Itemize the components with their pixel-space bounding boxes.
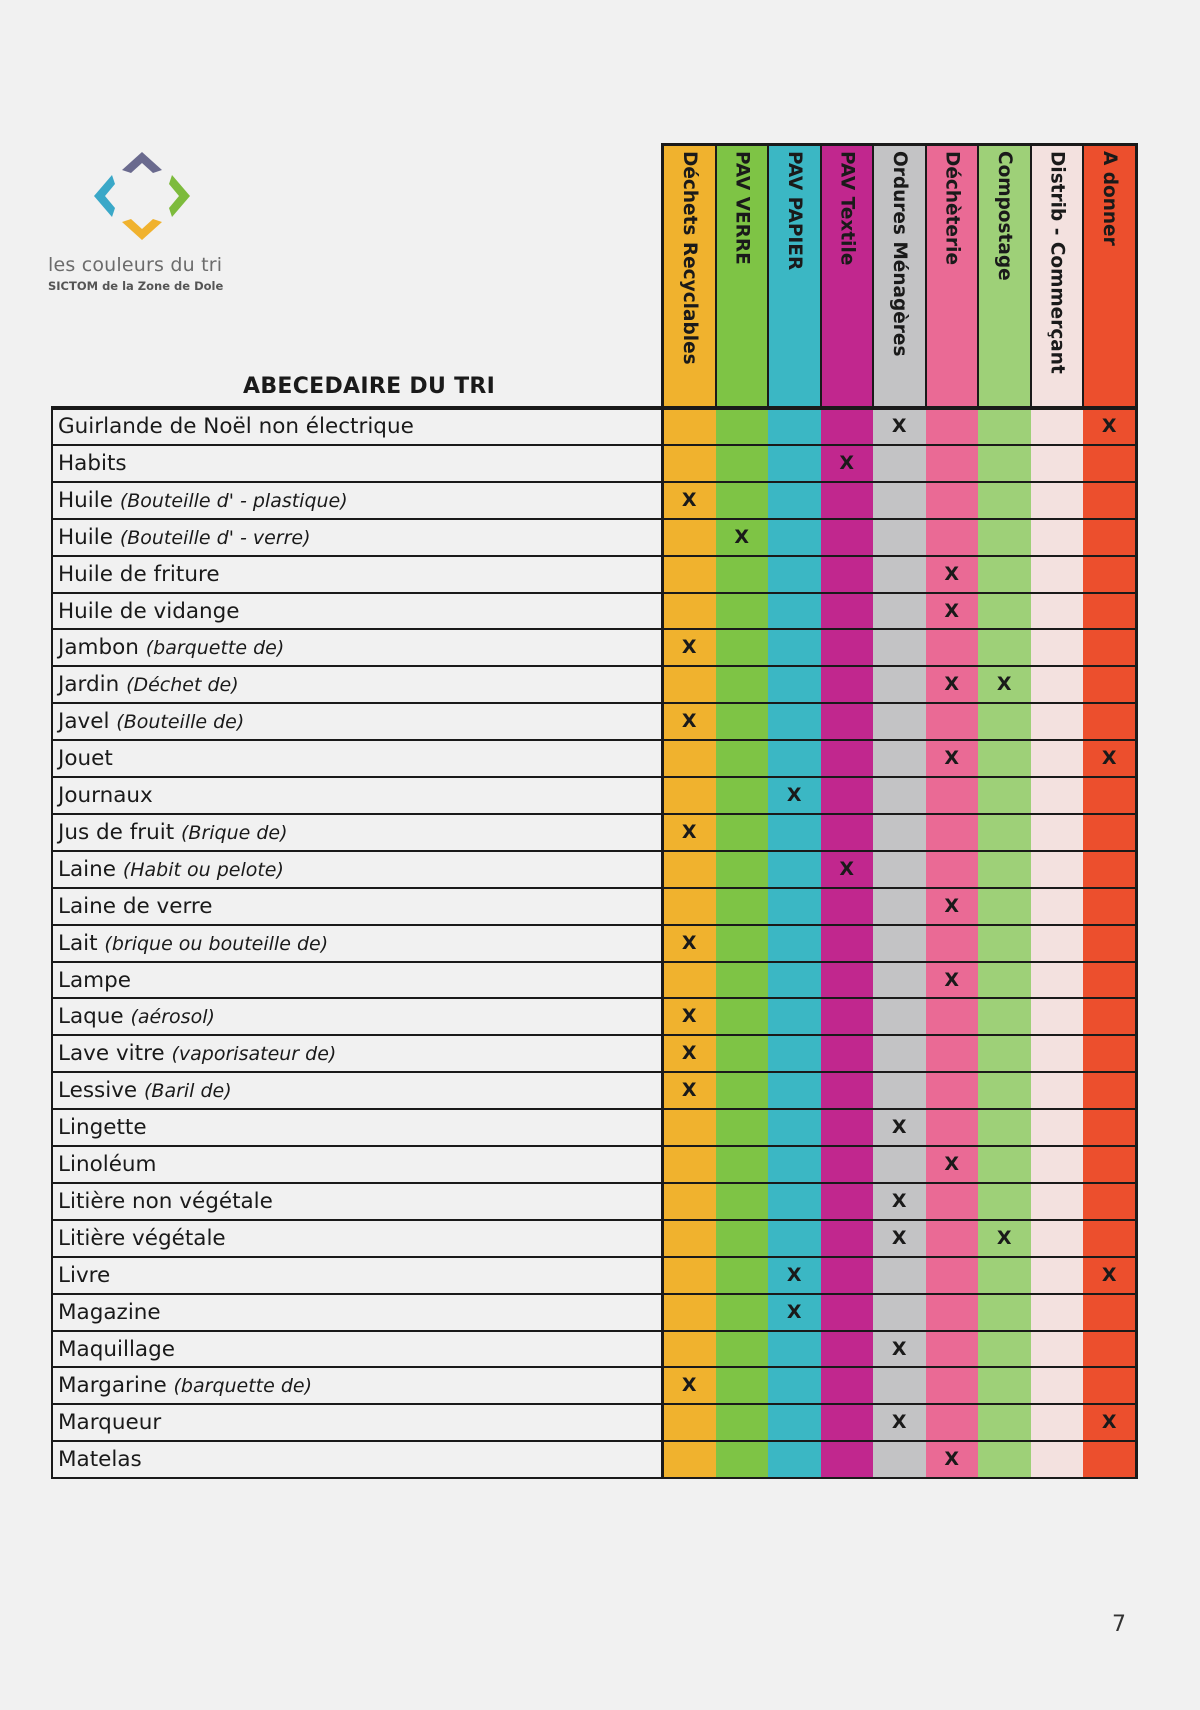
header-top-border (663, 143, 1137, 146)
row-divider (52, 1366, 1137, 1368)
item-name: Laine de verre (58, 893, 213, 919)
table-row (52, 593, 1137, 630)
item-label (58, 1220, 226, 1257)
table-row (52, 666, 1137, 703)
item-detail: (Baril de) (144, 1080, 232, 1103)
item-name: Matelas (58, 1447, 142, 1473)
row-divider (52, 776, 1137, 778)
column-header-label: Compostage (993, 151, 1015, 281)
item-label (58, 1146, 157, 1183)
sort-mark: X (786, 1263, 802, 1286)
row-divider (52, 444, 1137, 446)
table-row (52, 998, 1137, 1035)
sort-mark: X (996, 673, 1012, 696)
item-detail: (Déchet de) (126, 674, 239, 697)
item-label (58, 666, 239, 703)
sort-mark: X (681, 931, 697, 954)
table-row (52, 1146, 1137, 1183)
item-detail: (Brique de) (181, 821, 288, 844)
table-row (52, 1035, 1137, 1072)
row-divider (52, 924, 1137, 926)
item-name: Lessive (58, 1078, 144, 1104)
row-divider (52, 813, 1137, 815)
item-name: Journaux (58, 783, 153, 808)
table-row (52, 556, 1137, 593)
row-divider (52, 961, 1137, 963)
row-divider (52, 1256, 1137, 1258)
row-divider (52, 887, 1137, 889)
item-name: Jus de fruit (58, 819, 181, 845)
item-label (58, 445, 127, 482)
column-header (821, 145, 874, 407)
sort-mark: X (891, 1189, 907, 1212)
sort-mark: X (839, 451, 855, 474)
column-header-label: PAV Textile (836, 151, 858, 266)
sort-mark: X (944, 1448, 960, 1471)
item-name: Livre (58, 1262, 111, 1288)
row-divider (52, 702, 1137, 704)
sort-mark: X (944, 599, 960, 622)
item-label (58, 814, 288, 851)
sort-mark: X (996, 1226, 1012, 1249)
colored-diamond-logo-icon (82, 142, 202, 248)
row-divider (52, 1145, 1137, 1147)
table-row (52, 1331, 1137, 1368)
item-label (58, 925, 328, 962)
item-label (58, 777, 153, 814)
item-name: Marqueur (58, 1410, 162, 1436)
item-label (58, 1183, 273, 1220)
item-name: Huile (58, 487, 120, 513)
item-name: Lait (58, 930, 105, 956)
sort-mark: X (681, 1042, 697, 1065)
row-divider (52, 1034, 1137, 1036)
sort-mark: X (786, 784, 802, 806)
table-row (52, 1109, 1137, 1146)
column-divider (977, 145, 979, 408)
table-row (52, 777, 1137, 814)
item-label (58, 888, 213, 925)
row-divider (52, 1440, 1137, 1442)
row-divider (52, 481, 1137, 483)
column-header-label: Distrib - Commerçant (1046, 151, 1068, 374)
sort-mark: X (681, 1374, 697, 1397)
row-divider (52, 555, 1137, 557)
column-divider (51, 406, 53, 1479)
row-divider (52, 1071, 1137, 1073)
sort-mark: X (944, 562, 960, 585)
column-divider (820, 145, 822, 408)
item-detail: (Bouteille d' - verre) (119, 526, 311, 549)
row-divider (52, 628, 1137, 630)
item-label (58, 1441, 142, 1478)
logo (48, 142, 248, 293)
item-name: Laine (58, 856, 123, 882)
sort-mark: X (1101, 1263, 1117, 1286)
table-row (52, 1441, 1137, 1478)
item-detail: (Bouteille de) (116, 711, 245, 734)
column-divider (925, 145, 927, 408)
column-header-label: A donner (1098, 151, 1120, 246)
item-label (58, 851, 284, 888)
column-divider (767, 145, 769, 408)
sort-mark: X (1101, 415, 1117, 437)
table-row (52, 1367, 1137, 1404)
column-header (768, 145, 821, 407)
item-name: Huile (58, 524, 120, 550)
table-row (52, 1404, 1137, 1441)
item-detail: (aérosol) (130, 1006, 215, 1029)
row-divider (52, 997, 1137, 999)
sort-mark: X (681, 820, 697, 843)
item-label (58, 408, 414, 445)
sort-mark: X (681, 488, 697, 511)
item-name: Linoléum (58, 1152, 157, 1177)
item-label (58, 1331, 175, 1368)
sort-mark: X (786, 1300, 802, 1323)
column-divider (1030, 145, 1032, 408)
item-label (58, 519, 311, 556)
item-detail: (vaporisateur de) (171, 1043, 337, 1066)
item-detail: (barquette de) (145, 637, 285, 660)
sort-mark: X (1101, 747, 1117, 770)
table-row (52, 482, 1137, 519)
row-divider (52, 665, 1137, 667)
table-row (52, 1072, 1137, 1109)
table-row (52, 925, 1137, 962)
item-name: Huile de vidange (58, 598, 240, 624)
column-divider (1082, 145, 1084, 408)
column-header-label: PAV PAPIER (783, 151, 805, 271)
table-row (52, 888, 1137, 925)
item-name: Guirlande de Noël non électrique (58, 414, 414, 439)
item-name: Margarine (58, 1373, 174, 1399)
column-header-label: Déchets Recyclables (678, 151, 700, 365)
item-label (58, 556, 220, 593)
table-row (52, 962, 1137, 999)
row-divider (52, 1108, 1137, 1110)
row-divider (52, 1219, 1137, 1221)
logo-name: les couleurs du tri (48, 254, 223, 276)
item-label (58, 629, 284, 666)
row-divider (52, 592, 1137, 594)
table-row (52, 703, 1137, 740)
item-detail: (brique ou bouteille de) (104, 932, 329, 955)
column-header-label: Ordures Ménagères (888, 151, 910, 357)
item-name: Litière non végétale (58, 1188, 273, 1214)
item-label (58, 482, 348, 519)
item-label (58, 998, 215, 1035)
item-name: Litière végétale (58, 1225, 226, 1251)
table-row (52, 408, 1137, 445)
column-header (978, 145, 1031, 407)
table-row (52, 519, 1137, 556)
sort-mark: X (891, 415, 907, 437)
item-label (58, 703, 244, 740)
item-label (58, 1072, 232, 1109)
sort-mark: X (891, 1226, 907, 1249)
item-name: Lampe (58, 967, 131, 993)
item-name: Huile de friture (58, 561, 220, 587)
table-row (52, 740, 1137, 777)
column-header (663, 145, 716, 407)
document-title: ABECEDAIRE DU TRI (243, 374, 496, 399)
table-row (52, 1220, 1137, 1257)
item-name: Javel (58, 709, 117, 735)
sort-mark: X (944, 673, 960, 696)
sort-mark: X (944, 1153, 960, 1175)
item-label (58, 1367, 312, 1404)
row-divider (52, 1403, 1137, 1405)
item-label (58, 593, 240, 630)
table-row (52, 1257, 1137, 1294)
row-divider (52, 406, 1137, 410)
item-name: Jardin (58, 672, 127, 698)
sort-mark: X (944, 968, 960, 991)
logo-subtitle: SICTOM de la Zone de Dole (48, 279, 224, 293)
table-row (52, 814, 1137, 851)
column-header (926, 145, 979, 407)
item-label (58, 1294, 161, 1331)
column-header (873, 145, 926, 407)
item-name: Magazine (58, 1299, 161, 1325)
table-row (52, 1294, 1137, 1331)
column-divider (661, 143, 664, 1479)
table-row (52, 1183, 1137, 1220)
item-name: Laque (58, 1004, 131, 1030)
row-divider (52, 850, 1137, 852)
row-divider (52, 739, 1137, 741)
item-label (58, 962, 131, 999)
sort-mark: X (839, 857, 855, 880)
item-name: Lingette (58, 1115, 147, 1141)
item-detail: (Bouteille d' - plastique) (119, 489, 348, 512)
sort-mark: X (681, 710, 697, 733)
row-divider (52, 1330, 1137, 1332)
item-detail: (Habit ou pelote) (122, 858, 284, 881)
sort-mark: X (1101, 1411, 1117, 1434)
column-header-label: Déchèterie (941, 151, 963, 265)
table-row (52, 851, 1137, 888)
sort-mark: X (734, 525, 750, 548)
sort-mark: X (681, 1005, 697, 1028)
row-divider (52, 1477, 1137, 1479)
page-number: 7 (1112, 1612, 1126, 1637)
row-divider (52, 1293, 1137, 1295)
sort-mark: X (681, 1079, 697, 1102)
column-divider (872, 145, 874, 408)
item-name: Maquillage (58, 1336, 175, 1362)
item-name: Jouet (58, 746, 113, 772)
sort-mark: X (944, 894, 960, 917)
column-header (1083, 145, 1136, 407)
item-label (58, 1035, 336, 1072)
table-row (52, 445, 1137, 482)
item-label (58, 740, 113, 777)
row-divider (52, 1182, 1137, 1184)
item-label (58, 1109, 147, 1146)
column-header (716, 145, 769, 407)
sort-mark: X (891, 1116, 907, 1139)
item-name: Habits (58, 450, 127, 476)
item-name: Jambon (58, 635, 146, 661)
sort-mark: X (891, 1411, 907, 1434)
item-name: Lave vitre (58, 1041, 172, 1067)
column-header-label: PAV VERRE (731, 151, 753, 265)
table-row (52, 629, 1137, 666)
item-label (58, 1404, 161, 1441)
sort-mark: X (944, 747, 960, 770)
column-divider (715, 145, 717, 408)
sort-mark: X (681, 636, 697, 659)
column-header (1031, 145, 1084, 407)
item-label (58, 1257, 110, 1294)
item-detail: (barquette de) (173, 1375, 313, 1398)
sort-mark: X (891, 1337, 907, 1360)
row-divider (52, 518, 1137, 520)
column-divider (1135, 143, 1138, 1479)
